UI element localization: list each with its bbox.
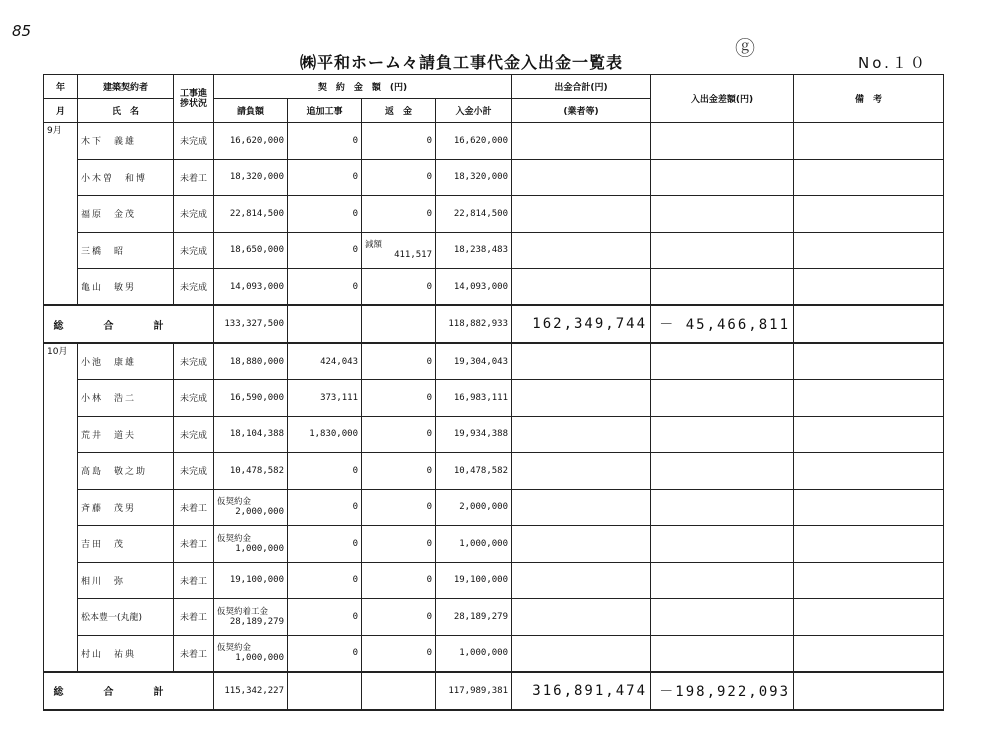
total-extra — [288, 305, 362, 343]
payout-cell — [512, 562, 651, 599]
total-fee: 133,327,500 — [214, 305, 288, 343]
header-contract-amount: 契 約 金 額 (円) — [214, 75, 512, 99]
table-row — [44, 416, 944, 453]
status-cell: 未完成 — [174, 232, 214, 269]
refund-cell: 0 — [362, 269, 436, 306]
fee-cell: 16,590,000 — [214, 380, 288, 417]
payout-cell — [512, 416, 651, 453]
header-year: 年 — [44, 75, 78, 99]
document-title: ㈱平和ホーム々請負工事代金入出金一覧表 — [300, 53, 624, 72]
subtotal-cell: 14,093,000 — [436, 269, 512, 306]
payout-cell — [512, 635, 651, 672]
subtotal-cell: 19,100,000 — [436, 562, 512, 599]
extra-cell: 0 — [288, 526, 362, 563]
refund-cell: 0 — [362, 380, 436, 417]
contractor-name: 荒井 道夫 — [78, 416, 174, 453]
total-remarks — [794, 672, 944, 710]
payout-cell — [512, 343, 651, 380]
balance-cell — [651, 380, 794, 417]
month-label: 9月 — [44, 123, 78, 306]
table-row — [44, 159, 944, 196]
total-label: 総合計 — [44, 305, 214, 343]
total-refund — [362, 305, 436, 343]
balance-cell — [651, 269, 794, 306]
status-cell: 未着工 — [174, 635, 214, 672]
extra-cell: 0 — [288, 269, 362, 306]
payout-cell — [512, 159, 651, 196]
fee-cell: 19,100,000 — [214, 562, 288, 599]
header-contractor: 建築契約者 — [78, 75, 174, 99]
remarks-cell — [794, 159, 944, 196]
header-progress: 工事進捗状況 — [174, 75, 214, 123]
subtotal-cell: 1,000,000 — [436, 635, 512, 672]
header-extra-work: 追加工事 — [288, 99, 362, 123]
extra-cell: 0 — [288, 599, 362, 636]
status-cell: 未完成 — [174, 453, 214, 490]
total-balance: － 45,466,811 — [651, 305, 794, 343]
fee-cell: 18,320,000 — [214, 159, 288, 196]
total-payout: 316,891,474 — [512, 672, 651, 710]
subtotal-cell: 18,238,483 — [436, 232, 512, 269]
balance-cell — [651, 123, 794, 160]
remarks-cell — [794, 232, 944, 269]
total-row — [44, 305, 944, 343]
balance-cell — [651, 562, 794, 599]
balance-cell — [651, 453, 794, 490]
table-row — [44, 196, 944, 233]
remarks-cell — [794, 416, 944, 453]
extra-cell: 424,043 — [288, 343, 362, 380]
header-balance: 入出金差額(円) — [651, 75, 794, 123]
extra-cell: 1,830,000 — [288, 416, 362, 453]
remarks-cell — [794, 123, 944, 160]
balance-cell — [651, 159, 794, 196]
total-fee: 115,342,227 — [214, 672, 288, 710]
total-subtotal: 118,882,933 — [436, 305, 512, 343]
refund-cell: 0 — [362, 123, 436, 160]
table-row — [44, 489, 944, 526]
contractor-name: 小林 浩二 — [78, 380, 174, 417]
fee-cell: 18,104,388 — [214, 416, 288, 453]
table-row — [44, 343, 944, 380]
subtotal-cell: 19,304,043 — [436, 343, 512, 380]
status-cell: 未完成 — [174, 123, 214, 160]
refund-cell: 0 — [362, 159, 436, 196]
refund-value: 411,517 — [394, 250, 432, 261]
subtotal-cell: 28,189,279 — [436, 599, 512, 636]
total-label: 総合計 — [44, 672, 214, 710]
extra-cell: 373,111 — [288, 380, 362, 417]
remarks-cell — [794, 380, 944, 417]
contractor-name: 三橋 昭 — [78, 232, 174, 269]
ledger-table — [43, 74, 944, 711]
payout-cell — [512, 489, 651, 526]
contractor-name: 松本豊一(丸龍) — [78, 599, 174, 636]
extra-cell: 0 — [288, 562, 362, 599]
subtotal-cell: 16,620,000 — [436, 123, 512, 160]
table-row — [44, 453, 944, 490]
header-payout-vendor: (業者等) — [512, 99, 651, 123]
status-cell: 未着工 — [174, 562, 214, 599]
table-row — [44, 232, 944, 269]
remarks-cell — [794, 269, 944, 306]
refund-cell: 0 — [362, 453, 436, 490]
subtotal-cell: 2,000,000 — [436, 489, 512, 526]
remarks-cell — [794, 489, 944, 526]
fee-value: 1,000,000 — [235, 543, 284, 554]
contractor-name: 福原 金茂 — [78, 196, 174, 233]
status-cell: 未完成 — [174, 343, 214, 380]
refund-cell: 0 — [362, 635, 436, 672]
contractor-name: 相川 弥 — [78, 562, 174, 599]
refund-cell: 0 — [362, 416, 436, 453]
refund-note: 減額 — [365, 240, 383, 251]
refund-cell — [362, 232, 436, 269]
fee-cell: 14,093,000 — [214, 269, 288, 306]
balance-cell — [651, 599, 794, 636]
fee-value: 2,000,000 — [235, 507, 284, 518]
fee-cell: 18,880,000 — [214, 343, 288, 380]
refund-cell: 0 — [362, 196, 436, 233]
extra-cell: 0 — [288, 232, 362, 269]
total-payout: 162,349,744 — [512, 305, 651, 343]
extra-cell: 0 — [288, 159, 362, 196]
remarks-cell — [794, 526, 944, 563]
document-number: No.１０ — [858, 54, 928, 72]
payout-cell — [512, 196, 651, 233]
total-extra — [288, 672, 362, 710]
subtotal-cell: 19,934,388 — [436, 416, 512, 453]
seal-mark: ⓖ — [735, 36, 755, 60]
refund-cell: 0 — [362, 489, 436, 526]
contractor-name: 木下 義雄 — [78, 123, 174, 160]
fee-cell — [214, 526, 288, 563]
fee-cell: 18,650,000 — [214, 232, 288, 269]
header-contract-fee: 請負額 — [214, 99, 288, 123]
fee-cell: 22,814,500 — [214, 196, 288, 233]
balance-cell — [651, 635, 794, 672]
remarks-cell — [794, 453, 944, 490]
header-month: 月 — [44, 99, 78, 123]
subtotal-cell: 16,983,111 — [436, 380, 512, 417]
payout-cell — [512, 380, 651, 417]
contractor-name: 高島 敬之助 — [78, 453, 174, 490]
fee-note: 仮契約金 — [217, 643, 252, 653]
total-refund — [362, 672, 436, 710]
status-cell: 未着工 — [174, 526, 214, 563]
refund-cell: 0 — [362, 526, 436, 563]
header-refund: 返 金 — [362, 99, 436, 123]
contractor-name: 小池 康雄 — [78, 343, 174, 380]
status-cell: 未着工 — [174, 489, 214, 526]
contractor-name: 吉田 茂 — [78, 526, 174, 563]
balance-cell — [651, 343, 794, 380]
remarks-cell — [794, 635, 944, 672]
table-row — [44, 526, 944, 563]
total-row — [44, 672, 944, 710]
table-row — [44, 269, 944, 306]
contractor-name: 村山 祐典 — [78, 635, 174, 672]
payout-cell — [512, 232, 651, 269]
fee-value: 1,000,000 — [235, 653, 284, 663]
contractor-name: 亀山 敏男 — [78, 269, 174, 306]
total-remarks — [794, 305, 944, 343]
fee-note: 仮契約金 — [217, 533, 252, 544]
payout-cell — [512, 123, 651, 160]
balance-cell — [651, 526, 794, 563]
status-cell: 未完成 — [174, 196, 214, 233]
payout-cell — [512, 526, 651, 563]
remarks-cell — [794, 599, 944, 636]
extra-cell: 0 — [288, 123, 362, 160]
contractor-name: 小木曽 和博 — [78, 159, 174, 196]
status-cell: 未完成 — [174, 269, 214, 306]
fee-cell — [214, 599, 288, 636]
header-payout-total: 出金合計(円) — [512, 75, 651, 99]
payout-cell — [512, 453, 651, 490]
balance-cell — [651, 416, 794, 453]
table-row — [44, 562, 944, 599]
subtotal-cell: 1,000,000 — [436, 526, 512, 563]
fee-cell: 16,620,000 — [214, 123, 288, 160]
remarks-cell — [794, 343, 944, 380]
fee-cell — [214, 635, 288, 672]
total-balance: －198,922,093 — [651, 672, 794, 710]
extra-cell: 0 — [288, 453, 362, 490]
month-label: 10月 — [44, 343, 78, 672]
header-deposit-subtotal: 入金小計 — [436, 99, 512, 123]
table-row — [44, 123, 944, 160]
header-name: 氏 名 — [78, 99, 174, 123]
fee-cell — [214, 489, 288, 526]
header-remarks: 備 考 — [794, 75, 944, 123]
balance-cell — [651, 489, 794, 526]
status-cell: 未着工 — [174, 159, 214, 196]
payout-cell — [512, 269, 651, 306]
total-subtotal: 117,989,381 — [436, 672, 512, 710]
fee-cell: 10,478,582 — [214, 453, 288, 490]
payout-cell — [512, 599, 651, 636]
table-row — [44, 380, 944, 417]
remarks-cell — [794, 562, 944, 599]
subtotal-cell: 22,814,500 — [436, 196, 512, 233]
status-cell: 未完成 — [174, 380, 214, 417]
extra-cell: 0 — [288, 196, 362, 233]
table-row — [44, 599, 944, 636]
refund-cell: 0 — [362, 562, 436, 599]
refund-cell: 0 — [362, 343, 436, 380]
refund-cell: 0 — [362, 599, 436, 636]
status-cell: 未完成 — [174, 416, 214, 453]
page-mark: 85 — [12, 22, 32, 40]
contractor-name: 斉藤 茂男 — [78, 489, 174, 526]
fee-value: 28,189,279 — [229, 616, 284, 627]
status-cell: 未着工 — [174, 599, 214, 636]
subtotal-cell: 18,320,000 — [436, 159, 512, 196]
extra-cell: 0 — [288, 489, 362, 526]
balance-cell — [651, 232, 794, 269]
subtotal-cell: 10,478,582 — [436, 453, 512, 490]
fee-note: 仮契約金 — [217, 497, 252, 508]
remarks-cell — [794, 196, 944, 233]
table-row — [44, 635, 944, 672]
balance-cell — [651, 196, 794, 233]
extra-cell: 0 — [288, 635, 362, 672]
fee-note: 仮契約着工金 — [217, 606, 269, 617]
